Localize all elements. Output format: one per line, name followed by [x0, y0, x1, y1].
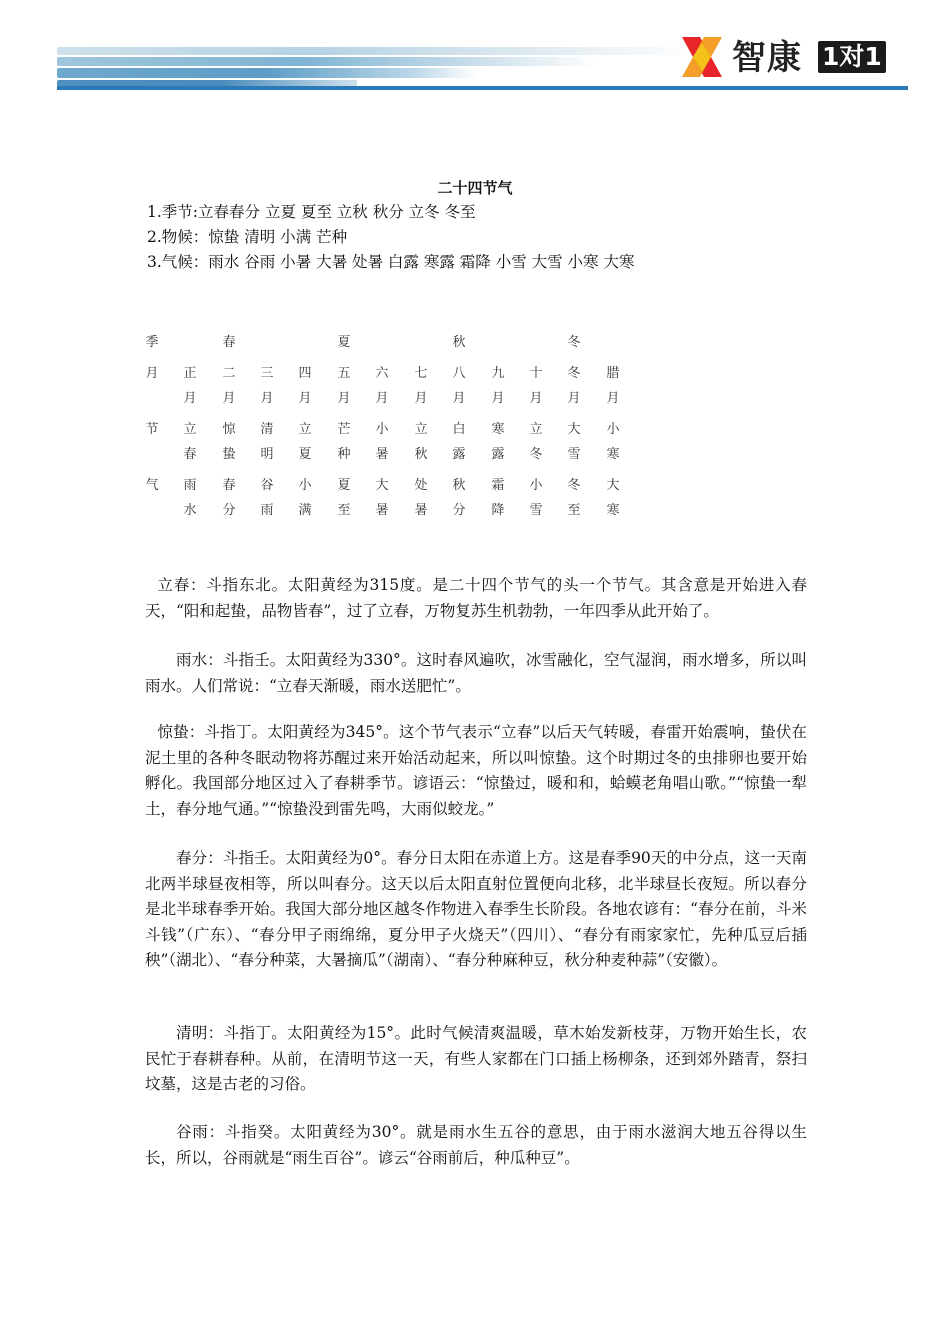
table-jie-cell: 夏 [298, 447, 312, 462]
table-month-cell: 九 [491, 366, 505, 381]
table-row-label: 月 [145, 366, 159, 381]
table-row-label: 季 [145, 335, 159, 350]
table-season-cell: 秋 [452, 335, 466, 350]
table-month-cell: 四 [298, 366, 312, 381]
brand-name: 智康 [732, 38, 802, 78]
table-jie-cell: 蛰 [222, 447, 236, 462]
table-jie-cell: 白 [452, 422, 466, 437]
table-month-cell: 六 [375, 366, 389, 381]
category-line: 3.气候：雨水 谷雨 小暑 大暑 处暑 白露 寒露 霜降 小雪 大雪 小寒 大寒 [147, 253, 635, 271]
table-month-cell: 月 [222, 391, 236, 406]
table-jie-cell: 种 [337, 447, 351, 462]
table-qi-cell: 谷 [260, 478, 274, 493]
table-season-cell: 夏 [337, 335, 351, 350]
banner-stripe [57, 68, 477, 78]
table-jie-cell: 立 [414, 422, 428, 437]
table-jie-cell: 春 [183, 447, 197, 462]
header-rule [57, 86, 908, 90]
table-qi-cell: 至 [567, 503, 581, 518]
table-qi-cell: 水 [183, 503, 197, 518]
paragraph-lichun: 立春：斗指东北。太阳黄经为315度。是二十四个节气的头一个节气。其含意是开始进入春天，“阳和起蛰，品物皆春”，过了立春，万物复苏生机勃勃，一年四季从此开始了。 [145, 576, 807, 620]
table-jie-cell: 立 [183, 422, 197, 437]
table-jie-cell: 寒 [606, 447, 620, 462]
table-row-label: 节 [145, 422, 159, 437]
table-qi-cell: 冬 [567, 478, 581, 493]
table-month-cell: 二 [222, 366, 236, 381]
category-line: 1.季节:立春春分 立夏 夏至 立秋 秋分 立冬 冬至 [147, 203, 476, 221]
table-qi-cell: 霜 [491, 478, 505, 493]
table-month-cell: 月 [414, 391, 428, 406]
table-qi-cell: 春 [222, 478, 236, 493]
table-qi-cell: 至 [337, 503, 351, 518]
table-qi-cell: 雪 [529, 503, 543, 518]
table-qi-cell: 大 [375, 478, 389, 493]
banner-stripe [57, 57, 597, 66]
table-qi-cell: 分 [452, 503, 466, 518]
table-jie-cell: 冬 [529, 447, 543, 462]
table-jie-cell: 惊 [222, 422, 236, 437]
category-line: 2.物候：惊蛰 清明 小满 芒种 [147, 228, 348, 246]
table-jie-cell: 秋 [414, 447, 428, 462]
table-month-cell: 月 [606, 391, 620, 406]
table-month-cell: 七 [414, 366, 428, 381]
table-month-cell: 正 [183, 366, 197, 381]
table-qi-cell: 满 [298, 503, 312, 518]
table-season-cell: 冬 [567, 335, 581, 350]
table-qi-cell: 雨 [183, 478, 197, 493]
table-month-cell: 月 [375, 391, 389, 406]
table-qi-cell: 秋 [452, 478, 466, 493]
table-jie-cell: 露 [452, 447, 466, 462]
paragraph-yushui: 雨水：斗指壬。太阳黄经为330°。这时春风遍吹，冰雪融化，空气湿润，雨水增多，所以叫雨水。人们常说：“立春天渐暖，雨水送肥忙”。 [145, 651, 807, 695]
table-qi-cell: 夏 [337, 478, 351, 493]
table-qi-cell: 小 [529, 478, 543, 493]
table-jie-cell: 小 [375, 422, 389, 437]
table-month-cell: 十 [529, 366, 543, 381]
table-jie-cell: 明 [260, 447, 274, 462]
paragraph-jingzhe: 惊蛰：斗指丁。太阳黄经为345°。这个节气表示“立春”以后天气转暖，春雷开始震响，蛰伏在泥土里的各种冬眠动物将苏醒过来开始活动起来，所以叫惊蛰。这个时期过冬的虫排卵也要开始孵化。我国部分地区过入了春耕季节。谚语云：“惊蛰过，暖和和，蛤蟆老角唱山歌。”“惊蛰一犁土，春分地气通。”“惊蛰没到雷先鸣，大雨似蛟龙。” [145, 723, 807, 818]
table-month-cell: 八 [452, 366, 466, 381]
table-jie-cell: 雪 [567, 447, 581, 462]
table-row-label: 气 [145, 478, 159, 493]
paragraph-qingming: 清明：斗指丁。太阳黄经为15°。此时气候清爽温暖，草木始发新枝芽，万物开始生长，农民忙于春耕春种。从前，在清明节这一天，有些人家都在门口插上杨柳条，还到郊外踏青，祭扫坟墓，这是古老的习俗。 [145, 1024, 807, 1093]
table-qi-cell: 降 [491, 503, 505, 518]
brand-badge: 1对1 [818, 41, 886, 73]
table-qi-cell: 分 [222, 503, 236, 518]
page-title: 二十四节气 [437, 179, 513, 197]
table-month-cell: 月 [183, 391, 197, 406]
table-month-cell: 月 [452, 391, 466, 406]
table-qi-cell: 暑 [375, 503, 389, 518]
table-month-cell: 三 [260, 366, 274, 381]
table-jie-cell: 清 [260, 422, 274, 437]
table-season-cell: 春 [222, 335, 236, 350]
table-jie-cell: 立 [529, 422, 543, 437]
paragraph-chunfen: 春分：斗指壬。太阳黄经为0°。春分日太阳在赤道上方。这是春季90天的中分点，这一天南北两半球昼夜相等，所以叫春分。这天以后太阳直射位置便向北移，北半球昼长夜短。所以春分是北半球春季开始。我国大部分地区越冬作物进入春季生长阶段。各地农谚有：“春分在前，斗米斗钱”（广东）、“春分甲子雨绵绵，夏分甲子火烧天”（四川）、“春分有雨家家忙，先种瓜豆后插秧”（湖北）、“春分种菜，大暑摘瓜”（湖南）、“春分种麻种豆，秋分种麦种蒜”（安徽）。 [145, 849, 807, 969]
table-month-cell: 腊 [606, 366, 620, 381]
table-qi-cell: 寒 [606, 503, 620, 518]
table-month-cell: 月 [491, 391, 505, 406]
table-jie-cell: 寒 [491, 422, 505, 437]
table-qi-cell: 大 [606, 478, 620, 493]
table-month-cell: 月 [529, 391, 543, 406]
table-month-cell: 月 [337, 391, 351, 406]
brand-logo [680, 35, 890, 81]
table-qi-cell: 暑 [414, 503, 428, 518]
brand-logo-icon [680, 35, 724, 79]
table-qi-cell: 处 [414, 478, 428, 493]
table-month-cell: 五 [337, 366, 351, 381]
table-month-cell: 冬 [567, 366, 581, 381]
table-jie-cell: 立 [298, 422, 312, 437]
table-jie-cell: 大 [567, 422, 581, 437]
table-month-cell: 月 [567, 391, 581, 406]
banner-stripe [57, 47, 697, 55]
table-month-cell: 月 [298, 391, 312, 406]
table-month-cell: 月 [260, 391, 274, 406]
table-qi-cell: 小 [298, 478, 312, 493]
table-jie-cell: 露 [491, 447, 505, 462]
table-qi-cell: 雨 [260, 503, 274, 518]
table-jie-cell: 小 [606, 422, 620, 437]
table-jie-cell: 暑 [375, 447, 389, 462]
table-jie-cell: 芒 [337, 422, 351, 437]
paragraph-guyu: 谷雨：斗指癸。太阳黄经为30°。就是雨水生五谷的意思，由于雨水滋润大地五谷得以生长，所以，谷雨就是“雨生百谷”。谚云“谷雨前后，种瓜种豆”。 [145, 1123, 807, 1167]
